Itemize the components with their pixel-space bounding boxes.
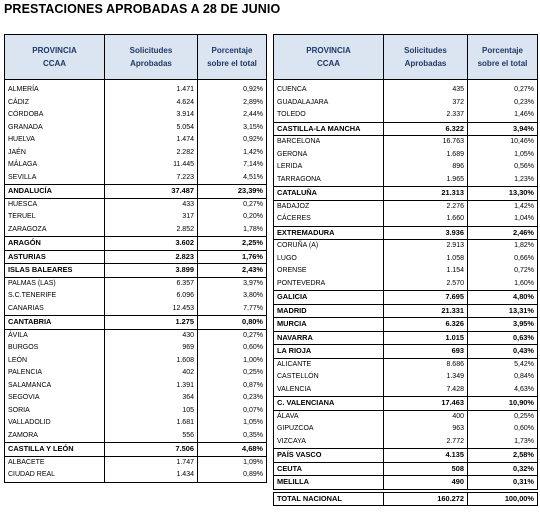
header-porcentaje bbox=[198, 35, 267, 80]
row-percentage: 4,63% bbox=[468, 384, 538, 397]
province-row bbox=[5, 109, 267, 122]
province-row bbox=[5, 303, 267, 316]
row-name: CATALUÑA bbox=[274, 187, 384, 201]
province-row bbox=[274, 161, 538, 174]
row-percentage: 0,20% bbox=[198, 211, 267, 224]
row-name: VALENCIA bbox=[274, 384, 384, 397]
header-aprobadas-label: Aprobadas bbox=[404, 59, 447, 68]
ccaa-total-row bbox=[274, 476, 538, 490]
row-name: CANTABRIA bbox=[5, 316, 105, 330]
row-percentage: 0,35% bbox=[198, 430, 267, 443]
row-percentage: 0,27% bbox=[198, 329, 267, 342]
province-row bbox=[274, 200, 538, 213]
row-name: CASTELLÓN bbox=[274, 371, 384, 384]
row-name: SORIA bbox=[5, 405, 105, 418]
row-name: SALAMANCA bbox=[5, 380, 105, 393]
row-name: TOTAL NACIONAL bbox=[274, 492, 384, 506]
row-value: 8.686 bbox=[384, 358, 468, 371]
row-value: 1.275 bbox=[105, 316, 198, 330]
row-value: 1.689 bbox=[384, 149, 468, 162]
row-percentage: 1,23% bbox=[468, 174, 538, 187]
row-value: 6.322 bbox=[384, 122, 468, 136]
row-name: ALICANTE bbox=[274, 358, 384, 371]
row-value: 1.434 bbox=[105, 469, 198, 482]
ccaa-total-row bbox=[5, 443, 267, 457]
row-percentage: 0,25% bbox=[198, 367, 267, 380]
province-row bbox=[5, 97, 267, 110]
row-name: TOLEDO bbox=[274, 109, 384, 122]
row-percentage: 0,32% bbox=[468, 462, 538, 476]
row-value: 2.852 bbox=[105, 224, 198, 237]
row-percentage: 13,31% bbox=[468, 304, 538, 318]
row-percentage: 0,63% bbox=[468, 331, 538, 345]
row-name: ÁLAVA bbox=[274, 410, 384, 423]
row-name: CUENCA bbox=[274, 84, 384, 97]
province-row bbox=[5, 430, 267, 443]
ccaa-total-row bbox=[274, 187, 538, 201]
row-value: 16.763 bbox=[384, 136, 468, 149]
row-name: PALENCIA bbox=[5, 367, 105, 380]
header-solicitudes bbox=[105, 35, 198, 80]
header-solicitudes-label: Solicitudes bbox=[129, 46, 173, 55]
row-percentage: 0,43% bbox=[468, 345, 538, 359]
province-row bbox=[274, 423, 538, 436]
row-name: MÁLAGA bbox=[5, 159, 105, 172]
row-percentage: 0,56% bbox=[468, 161, 538, 174]
row-value: 1.660 bbox=[384, 213, 468, 226]
province-row bbox=[5, 172, 267, 185]
row-value: 7.695 bbox=[384, 291, 468, 305]
ccaa-total-row bbox=[274, 291, 538, 305]
row-name: ZARAGOZA bbox=[5, 224, 105, 237]
province-row bbox=[5, 329, 267, 342]
row-name: C. VALENCIANA bbox=[274, 397, 384, 411]
row-name: TERUEL bbox=[5, 211, 105, 224]
row-value: 2.276 bbox=[384, 200, 468, 213]
row-value: 3.899 bbox=[105, 264, 198, 278]
right-header-row bbox=[274, 35, 538, 80]
row-name: GALICIA bbox=[274, 291, 384, 305]
row-percentage: 3,97% bbox=[198, 277, 267, 290]
row-percentage: 1,04% bbox=[468, 213, 538, 226]
row-percentage: 0,27% bbox=[468, 84, 538, 97]
row-value: 3.602 bbox=[105, 237, 198, 251]
row-value: 1.471 bbox=[105, 84, 198, 97]
province-row bbox=[5, 405, 267, 418]
row-percentage: 5,42% bbox=[468, 358, 538, 371]
row-name: SEVILLA bbox=[5, 172, 105, 185]
province-row bbox=[5, 198, 267, 211]
ccaa-total-row bbox=[274, 462, 538, 476]
row-name: EXTREMADURA bbox=[274, 226, 384, 240]
row-name: LA RIOJA bbox=[274, 345, 384, 359]
row-name: BURGOS bbox=[5, 342, 105, 355]
ccaa-total-row bbox=[274, 345, 538, 359]
row-value: 105 bbox=[105, 405, 198, 418]
row-percentage: 1,46% bbox=[468, 109, 538, 122]
row-percentage: 0,66% bbox=[468, 253, 538, 266]
row-value: 6.326 bbox=[384, 318, 468, 332]
ccaa-total-row bbox=[274, 318, 538, 332]
row-percentage: 7,14% bbox=[198, 159, 267, 172]
province-row bbox=[5, 469, 267, 482]
row-name: CORUÑA (A) bbox=[274, 240, 384, 253]
row-value: 556 bbox=[105, 430, 198, 443]
row-name: CÁCERES bbox=[274, 213, 384, 226]
province-row bbox=[5, 134, 267, 147]
header-provincia-label: PROVINCIA bbox=[32, 46, 77, 55]
row-name: GRANADA bbox=[5, 122, 105, 135]
row-name: LUGO bbox=[274, 253, 384, 266]
ccaa-total-row bbox=[274, 397, 538, 411]
row-percentage: 1,82% bbox=[468, 240, 538, 253]
row-percentage: 2,43% bbox=[198, 264, 267, 278]
row-value: 2.823 bbox=[105, 250, 198, 264]
row-value: 1.058 bbox=[384, 253, 468, 266]
row-name: GERONA bbox=[274, 149, 384, 162]
province-row bbox=[5, 147, 267, 160]
header-aprobadas-label: Aprobadas bbox=[130, 59, 172, 68]
row-name: NAVARRA bbox=[274, 331, 384, 345]
row-name: MURCIA bbox=[274, 318, 384, 332]
row-percentage: 7,77% bbox=[198, 303, 267, 316]
row-name: BADAJOZ bbox=[274, 200, 384, 213]
header-solicitudes bbox=[384, 35, 468, 80]
province-row bbox=[5, 122, 267, 135]
province-row bbox=[5, 355, 267, 368]
row-value: 693 bbox=[384, 345, 468, 359]
row-value: 7.428 bbox=[384, 384, 468, 397]
ccaa-total-row bbox=[274, 449, 538, 463]
province-row bbox=[274, 213, 538, 226]
row-percentage: 1,42% bbox=[468, 200, 538, 213]
row-percentage: 2,89% bbox=[198, 97, 267, 110]
row-percentage: 13,30% bbox=[468, 187, 538, 201]
row-percentage: 1,42% bbox=[198, 147, 267, 160]
row-name: GIPUZCOA bbox=[274, 423, 384, 436]
row-name: CASTILLA Y LEÓN bbox=[5, 443, 105, 457]
row-name: ANDALUCÍA bbox=[5, 185, 105, 199]
row-name: VALLADOLID bbox=[5, 417, 105, 430]
province-row bbox=[274, 149, 538, 162]
row-name: TARRAGONA bbox=[274, 174, 384, 187]
row-value: 2.337 bbox=[384, 109, 468, 122]
row-value: 37.487 bbox=[105, 185, 198, 199]
ccaa-total-row bbox=[274, 304, 538, 318]
province-row bbox=[5, 456, 267, 469]
province-row bbox=[5, 392, 267, 405]
row-percentage: 1,73% bbox=[468, 436, 538, 449]
row-percentage: 1,60% bbox=[468, 278, 538, 291]
row-value: 508 bbox=[384, 462, 468, 476]
left-header-row bbox=[5, 35, 267, 80]
row-name: SEGOVIA bbox=[5, 392, 105, 405]
row-value: 21.331 bbox=[384, 304, 468, 318]
province-row bbox=[5, 159, 267, 172]
row-name: PONTEVEDRA bbox=[274, 278, 384, 291]
row-value: 435 bbox=[384, 84, 468, 97]
row-percentage: 3,15% bbox=[198, 122, 267, 135]
header-ccaa-label: CCAA bbox=[316, 59, 341, 68]
row-percentage: 0,27% bbox=[198, 198, 267, 211]
row-value: 1.154 bbox=[384, 265, 468, 278]
header-porcentaje bbox=[468, 35, 538, 80]
province-row bbox=[5, 277, 267, 290]
row-value: 4.624 bbox=[105, 97, 198, 110]
row-name: JAÉN bbox=[5, 147, 105, 160]
row-percentage: 0,07% bbox=[198, 405, 267, 418]
row-value: 317 bbox=[105, 211, 198, 224]
row-value: 5.054 bbox=[105, 122, 198, 135]
row-name: ARAGÓN bbox=[5, 237, 105, 251]
row-percentage: 1,76% bbox=[198, 250, 267, 264]
row-percentage: 0,60% bbox=[468, 423, 538, 436]
row-value: 433 bbox=[105, 198, 198, 211]
row-value: 430 bbox=[105, 329, 198, 342]
left-table-body bbox=[5, 80, 267, 483]
row-percentage: 3,94% bbox=[468, 122, 538, 136]
row-percentage: 1,00% bbox=[198, 355, 267, 368]
right-table-body bbox=[274, 80, 538, 506]
row-value: 3.936 bbox=[384, 226, 468, 240]
row-name: LERIDA bbox=[274, 161, 384, 174]
ccaa-total-row bbox=[5, 264, 267, 278]
province-row bbox=[274, 109, 538, 122]
province-row bbox=[274, 371, 538, 384]
header-provincia bbox=[274, 35, 384, 80]
province-row bbox=[274, 240, 538, 253]
row-percentage: 10,90% bbox=[468, 397, 538, 411]
province-row bbox=[274, 358, 538, 371]
province-row bbox=[274, 436, 538, 449]
header-porcentaje-label: Porcentaje bbox=[211, 46, 253, 55]
row-value: 896 bbox=[384, 161, 468, 174]
row-value: 400 bbox=[384, 410, 468, 423]
province-row bbox=[274, 84, 538, 97]
row-value: 490 bbox=[384, 476, 468, 490]
row-value: 12.453 bbox=[105, 303, 198, 316]
ccaa-total-row bbox=[5, 250, 267, 264]
province-row bbox=[274, 410, 538, 423]
province-row bbox=[5, 224, 267, 237]
row-name: LEÓN bbox=[5, 355, 105, 368]
row-value: 1.474 bbox=[105, 134, 198, 147]
ccaa-total-row bbox=[5, 316, 267, 330]
province-row bbox=[274, 174, 538, 187]
row-percentage: 0,60% bbox=[198, 342, 267, 355]
province-row bbox=[274, 253, 538, 266]
row-value: 1.608 bbox=[105, 355, 198, 368]
row-value: 6.357 bbox=[105, 277, 198, 290]
row-name: ORENSE bbox=[274, 265, 384, 278]
row-name: PALMAS (LAS) bbox=[5, 277, 105, 290]
row-name: HUELVA bbox=[5, 134, 105, 147]
province-row bbox=[5, 211, 267, 224]
row-percentage: 2,46% bbox=[468, 226, 538, 240]
row-percentage: 100,00% bbox=[468, 492, 538, 506]
right-table bbox=[273, 34, 538, 506]
header-sobre-total-label: sobre el total bbox=[477, 59, 528, 68]
row-name: ÁVILA bbox=[5, 329, 105, 342]
row-value: 1.391 bbox=[105, 380, 198, 393]
ccaa-total-row bbox=[274, 492, 538, 506]
row-name: CIUDAD REAL bbox=[5, 469, 105, 482]
row-percentage: 0,92% bbox=[198, 134, 267, 147]
row-percentage: 4,68% bbox=[198, 443, 267, 457]
province-row bbox=[5, 290, 267, 303]
ccaa-total-row bbox=[5, 237, 267, 251]
row-value: 1.015 bbox=[384, 331, 468, 345]
row-value: 7.223 bbox=[105, 172, 198, 185]
row-percentage: 0,23% bbox=[468, 97, 538, 110]
row-percentage: 1,09% bbox=[198, 456, 267, 469]
row-value: 1.747 bbox=[105, 456, 198, 469]
province-row bbox=[274, 265, 538, 278]
row-value: 3.914 bbox=[105, 109, 198, 122]
row-percentage: 1,05% bbox=[198, 417, 267, 430]
row-value: 963 bbox=[384, 423, 468, 436]
row-value: 1.965 bbox=[384, 174, 468, 187]
row-percentage: 0,92% bbox=[198, 84, 267, 97]
row-value: 2.570 bbox=[384, 278, 468, 291]
row-value: 4.135 bbox=[384, 449, 468, 463]
header-sobre-total-label: sobre el total bbox=[207, 59, 257, 68]
row-value: 6.096 bbox=[105, 290, 198, 303]
row-name: ALBACETE bbox=[5, 456, 105, 469]
province-row bbox=[5, 380, 267, 393]
row-percentage: 4,80% bbox=[468, 291, 538, 305]
row-name: MADRID bbox=[274, 304, 384, 318]
row-percentage: 10,46% bbox=[468, 136, 538, 149]
row-name: PAÍS VASCO bbox=[274, 449, 384, 463]
row-name: ZAMORA bbox=[5, 430, 105, 443]
row-name: CÓRDOBA bbox=[5, 109, 105, 122]
row-percentage: 0,25% bbox=[468, 410, 538, 423]
ccaa-total-row bbox=[274, 331, 538, 345]
row-percentage: 0,23% bbox=[198, 392, 267, 405]
header-solicitudes-label: Solicitudes bbox=[404, 46, 447, 55]
header-provincia bbox=[5, 35, 105, 80]
row-value: 2.282 bbox=[105, 147, 198, 160]
row-name: CASTILLA-LA MANCHA bbox=[274, 122, 384, 136]
row-value: 17.463 bbox=[384, 397, 468, 411]
row-name: CÁDIZ bbox=[5, 97, 105, 110]
row-percentage: 2,44% bbox=[198, 109, 267, 122]
row-value: 11.445 bbox=[105, 159, 198, 172]
province-row bbox=[5, 342, 267, 355]
row-percentage: 0,31% bbox=[468, 476, 538, 490]
row-value: 160.272 bbox=[384, 492, 468, 506]
row-percentage: 0,80% bbox=[198, 316, 267, 330]
row-percentage: 2,58% bbox=[468, 449, 538, 463]
row-percentage: 3,80% bbox=[198, 290, 267, 303]
row-value: 402 bbox=[105, 367, 198, 380]
row-name: CEUTA bbox=[274, 462, 384, 476]
row-percentage: 4,51% bbox=[198, 172, 267, 185]
row-value: 969 bbox=[105, 342, 198, 355]
left-table bbox=[4, 34, 267, 483]
row-name: BARCELONA bbox=[274, 136, 384, 149]
ccaa-total-row bbox=[5, 185, 267, 199]
row-percentage: 0,89% bbox=[198, 469, 267, 482]
header-porcentaje-label: Porcentaje bbox=[482, 46, 523, 55]
row-name: VIZCAYA bbox=[274, 436, 384, 449]
row-name: HUESCA bbox=[5, 198, 105, 211]
province-row bbox=[5, 367, 267, 380]
row-value: 1.681 bbox=[105, 417, 198, 430]
province-row bbox=[274, 278, 538, 291]
row-value: 2.772 bbox=[384, 436, 468, 449]
row-name: ISLAS BALEARES bbox=[5, 264, 105, 278]
row-percentage: 1,05% bbox=[468, 149, 538, 162]
row-percentage: 2,25% bbox=[198, 237, 267, 251]
row-name: ASTURIAS bbox=[5, 250, 105, 264]
row-name: MELILLA bbox=[274, 476, 384, 490]
row-value: 21.313 bbox=[384, 187, 468, 201]
province-row bbox=[5, 84, 267, 97]
page-title: PRESTACIONES APROBADAS A 28 DE JUNIO bbox=[4, 2, 281, 16]
header-provincia-label: PROVINCIA bbox=[306, 46, 351, 55]
province-row bbox=[274, 136, 538, 149]
row-value: 2.913 bbox=[384, 240, 468, 253]
header-ccaa-label: CCAA bbox=[42, 59, 67, 68]
row-percentage: 1,78% bbox=[198, 224, 267, 237]
row-value: 7.506 bbox=[105, 443, 198, 457]
row-percentage: 0,87% bbox=[198, 380, 267, 393]
row-percentage: 0,84% bbox=[468, 371, 538, 384]
row-percentage: 3,95% bbox=[468, 318, 538, 332]
province-row bbox=[274, 97, 538, 110]
ccaa-total-row bbox=[274, 226, 538, 240]
row-name: S.C.TENERIFE bbox=[5, 290, 105, 303]
row-value: 372 bbox=[384, 97, 468, 110]
row-name: ALMERÍA bbox=[5, 84, 105, 97]
row-name: GUADALAJARA bbox=[274, 97, 384, 110]
ccaa-total-row bbox=[274, 122, 538, 136]
row-percentage: 23,39% bbox=[198, 185, 267, 199]
province-row bbox=[274, 384, 538, 397]
province-row bbox=[5, 417, 267, 430]
row-percentage: 0,72% bbox=[468, 265, 538, 278]
row-value: 1.349 bbox=[384, 371, 468, 384]
row-name: CANARIAS bbox=[5, 303, 105, 316]
row-value: 364 bbox=[105, 392, 198, 405]
